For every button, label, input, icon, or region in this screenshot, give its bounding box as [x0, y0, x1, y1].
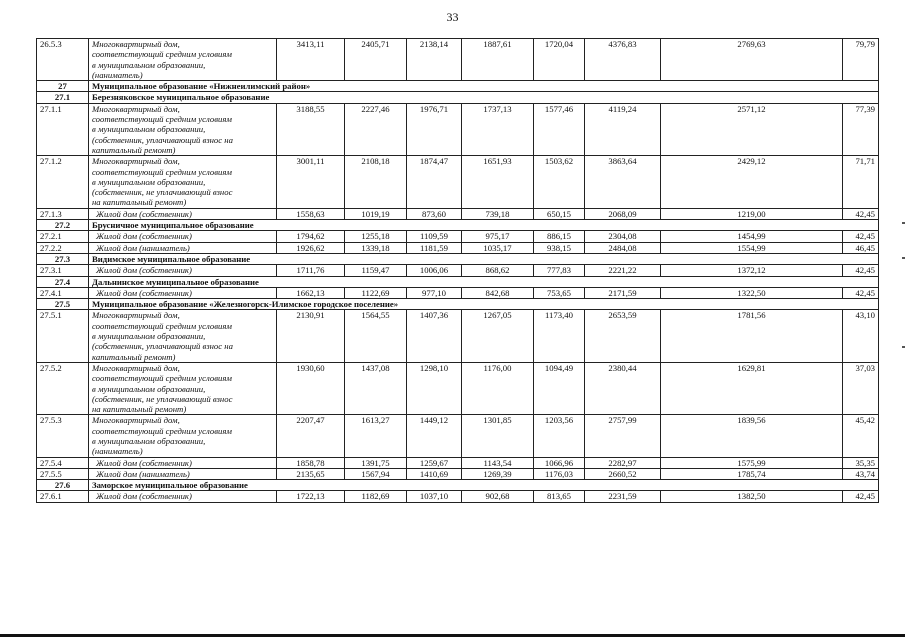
value-cell: 1567,94 — [345, 468, 407, 479]
section-title: Дальнинское муниципальное образование — [89, 276, 879, 287]
row-code: 27.6.1 — [37, 491, 89, 502]
value-cell: 2282,97 — [585, 457, 661, 468]
value-cell: 1322,50 — [661, 287, 843, 298]
table-row — [37, 231, 879, 242]
row-description — [89, 208, 277, 219]
description-line: (наниматель) — [92, 69, 143, 80]
description-line: Жилой дом (собственник) — [96, 457, 192, 468]
value-cell: 2769,63 — [661, 39, 843, 81]
value-cell: 1564,55 — [345, 310, 407, 362]
value-cell: 1255,18 — [345, 231, 407, 242]
description-line: соответствующий средним условиям — [92, 373, 232, 384]
value-cell: 2231,59 — [585, 491, 661, 502]
section-title: Заморское муниципальное образование — [89, 480, 879, 491]
value-cell: 1558,63 — [277, 208, 345, 219]
section-row — [37, 480, 879, 491]
row-description — [89, 287, 277, 298]
value-cell: 2135,65 — [277, 468, 345, 479]
tariff-table — [36, 38, 879, 503]
table-row — [37, 457, 879, 468]
description-line: на капитальный ремонт) — [92, 197, 187, 208]
description-line: в муниципальном образовании, — [92, 59, 206, 70]
value-cell: 4119,24 — [585, 103, 661, 155]
value-cell: 1035,17 — [462, 242, 534, 253]
description-line: Многоквартирный дом, — [92, 39, 180, 49]
value-cell: 1839,56 — [661, 415, 843, 457]
table-row — [37, 287, 879, 298]
value-cell: 1301,85 — [462, 415, 534, 457]
section-row — [37, 220, 879, 231]
value-cell: 35,35 — [843, 457, 879, 468]
value-cell: 2380,44 — [585, 362, 661, 414]
description-line: соответствующий средним условиям — [92, 166, 232, 177]
value-cell: 1449,12 — [407, 415, 462, 457]
section-title: Брусничное муниципальное образование — [89, 220, 879, 231]
description-line: соответствующий средним условиям — [92, 114, 232, 125]
description-line: Многоквартирный дом, — [92, 362, 180, 373]
value-cell: 1122,69 — [345, 287, 407, 298]
value-cell: 1926,62 — [277, 242, 345, 253]
row-code: 27.5.5 — [37, 468, 89, 479]
value-cell: 79,79 — [843, 39, 879, 81]
row-code: 27.5.1 — [37, 310, 89, 362]
value-cell: 43,74 — [843, 468, 879, 479]
description-line: в муниципальном образовании, — [92, 124, 206, 135]
table-body — [37, 39, 879, 503]
section-title: Муниципальное образование «Железногорск-Илимское городское поселение» — [89, 299, 879, 310]
value-cell: 2304,08 — [585, 231, 661, 242]
row-description — [89, 103, 277, 155]
value-cell: 2405,71 — [345, 39, 407, 81]
description-line: соответствующий средним условиям — [92, 320, 232, 331]
row-code: 27.2.2 — [37, 242, 89, 253]
value-cell: 2171,59 — [585, 287, 661, 298]
value-cell: 1737,13 — [462, 103, 534, 155]
description-line: Жилой дом (собственник) — [96, 491, 192, 502]
value-cell: 2484,08 — [585, 242, 661, 253]
value-cell: 1711,76 — [277, 265, 345, 276]
value-cell: 42,45 — [843, 287, 879, 298]
description-line: в муниципальном образовании, — [92, 331, 206, 342]
value-cell: 1094,49 — [534, 362, 585, 414]
description-line: Жилой дом (собственник) — [96, 231, 192, 242]
value-cell: 2221,22 — [585, 265, 661, 276]
table-row — [37, 103, 879, 155]
description-line: капитальный ремонт) — [92, 351, 176, 362]
value-cell: 977,10 — [407, 287, 462, 298]
value-cell: 3188,55 — [277, 103, 345, 155]
table-row — [37, 39, 879, 81]
description-line: в муниципальном образовании, — [92, 435, 206, 446]
value-cell: 1182,69 — [345, 491, 407, 502]
description-line: Многоквартирный дом, — [92, 156, 180, 167]
value-cell: 3413,11 — [277, 39, 345, 81]
section-row — [37, 81, 879, 92]
value-cell: 42,45 — [843, 208, 879, 219]
description-line: Многоквартирный дом, — [92, 103, 180, 114]
value-cell: 777,83 — [534, 265, 585, 276]
value-cell: 2429,12 — [661, 156, 843, 208]
value-cell: 902,68 — [462, 491, 534, 502]
value-cell: 1720,04 — [534, 39, 585, 81]
row-code: 27.4 — [37, 276, 89, 287]
value-cell: 1176,00 — [462, 362, 534, 414]
row-code: 27.4.1 — [37, 287, 89, 298]
description-line: (собственник, не уплачивающий взнос — [92, 187, 233, 198]
value-cell: 1874,47 — [407, 156, 462, 208]
section-title: Березняковское муниципальное образование — [89, 92, 879, 103]
description-line: соответствующий средним условиям — [92, 425, 232, 436]
value-cell: 1143,54 — [462, 457, 534, 468]
table-row — [37, 415, 879, 457]
value-cell: 1372,12 — [661, 265, 843, 276]
value-cell: 1454,99 — [661, 231, 843, 242]
value-cell: 650,15 — [534, 208, 585, 219]
value-cell: 1781,56 — [661, 310, 843, 362]
row-code: 27.3 — [37, 253, 89, 264]
row-code: 27.5.2 — [37, 362, 89, 414]
value-cell: 2227,46 — [345, 103, 407, 155]
table-row — [37, 310, 879, 362]
value-cell: 1976,71 — [407, 103, 462, 155]
description-line: соответствующий средним условиям — [92, 49, 232, 60]
value-cell: 1267,05 — [462, 310, 534, 362]
value-cell: 938,15 — [534, 242, 585, 253]
value-cell: 2130,91 — [277, 310, 345, 362]
row-code: 27 — [37, 81, 89, 92]
table-row — [37, 242, 879, 253]
row-description — [89, 231, 277, 242]
value-cell: 37,03 — [843, 362, 879, 414]
value-cell: 42,45 — [843, 265, 879, 276]
value-cell: 1203,56 — [534, 415, 585, 457]
value-cell: 2571,12 — [661, 103, 843, 155]
row-code: 27.1.2 — [37, 156, 89, 208]
value-cell: 1298,10 — [407, 362, 462, 414]
table-row — [37, 156, 879, 208]
section-row — [37, 299, 879, 310]
value-cell: 42,45 — [843, 491, 879, 502]
row-description — [89, 457, 277, 468]
description-line: (собственник, не уплачивающий взнос — [92, 393, 233, 404]
value-cell: 46,45 — [843, 242, 879, 253]
row-description — [89, 242, 277, 253]
row-code: 27.5.3 — [37, 415, 89, 457]
row-code: 27.1.1 — [37, 103, 89, 155]
section-row — [37, 276, 879, 287]
description-line: в муниципальном образовании, — [92, 176, 206, 187]
value-cell: 1503,62 — [534, 156, 585, 208]
description-line: (собственник, уплачивающий взнос на — [92, 341, 233, 352]
description-line: Жилой дом (наниматель) — [96, 468, 190, 479]
value-cell: 1259,67 — [407, 457, 462, 468]
value-cell: 1613,27 — [345, 415, 407, 457]
value-cell: 1176,03 — [534, 468, 585, 479]
row-description — [89, 362, 277, 414]
value-cell: 2138,14 — [407, 39, 462, 81]
value-cell: 1391,75 — [345, 457, 407, 468]
row-code: 27.5 — [37, 299, 89, 310]
value-cell: 1219,00 — [661, 208, 843, 219]
value-cell: 42,45 — [843, 231, 879, 242]
value-cell: 753,65 — [534, 287, 585, 298]
row-code: 27.1.3 — [37, 208, 89, 219]
value-cell: 45,42 — [843, 415, 879, 457]
value-cell: 1858,78 — [277, 457, 345, 468]
value-cell: 1407,36 — [407, 310, 462, 362]
value-cell: 2653,59 — [585, 310, 661, 362]
value-cell: 77,39 — [843, 103, 879, 155]
value-cell: 2660,52 — [585, 468, 661, 479]
value-cell: 739,18 — [462, 208, 534, 219]
row-code: 27.1 — [37, 92, 89, 103]
description-line: Жилой дом (собственник) — [96, 265, 192, 276]
description-line: на капитальный ремонт) — [92, 404, 187, 415]
value-cell: 1930,60 — [277, 362, 345, 414]
value-cell: 1006,06 — [407, 265, 462, 276]
description-line: Жилой дом (собственник) — [96, 287, 192, 298]
table-row — [37, 491, 879, 502]
value-cell: 1159,47 — [345, 265, 407, 276]
row-code: 27.2.1 — [37, 231, 89, 242]
value-cell: 1269,39 — [462, 468, 534, 479]
section-row — [37, 92, 879, 103]
description-line: капитальный ремонт) — [92, 144, 176, 155]
description-line: Многоквартирный дом, — [92, 415, 180, 426]
value-cell: 1382,50 — [661, 491, 843, 502]
description-line: (собственник, уплачивающий взнос на — [92, 134, 233, 145]
row-description — [89, 39, 277, 81]
page-number: 33 — [446, 10, 459, 24]
value-cell: 1173,40 — [534, 310, 585, 362]
value-cell: 1437,08 — [345, 362, 407, 414]
description-line: (наниматель) — [92, 446, 143, 457]
row-description — [89, 156, 277, 208]
row-description — [89, 415, 277, 457]
value-cell: 813,65 — [534, 491, 585, 502]
value-cell: 975,17 — [462, 231, 534, 242]
value-cell: 3863,64 — [585, 156, 661, 208]
value-cell: 3001,11 — [277, 156, 345, 208]
value-cell: 868,62 — [462, 265, 534, 276]
row-code: 27.6 — [37, 480, 89, 491]
value-cell: 1037,10 — [407, 491, 462, 502]
description-line: Многоквартирный дом, — [92, 310, 180, 321]
scan-bottom-edge — [0, 634, 905, 637]
value-cell: 43,10 — [843, 310, 879, 362]
value-cell: 1651,93 — [462, 156, 534, 208]
value-cell: 1109,59 — [407, 231, 462, 242]
table-row — [37, 208, 879, 219]
value-cell: 1554,99 — [661, 242, 843, 253]
value-cell: 2108,18 — [345, 156, 407, 208]
row-code: 27.2 — [37, 220, 89, 231]
description-line: Жилой дом (собственник) — [96, 208, 192, 219]
row-description — [89, 310, 277, 362]
row-code: 27.3.1 — [37, 265, 89, 276]
value-cell: 1629,81 — [661, 362, 843, 414]
value-cell: 1066,96 — [534, 457, 585, 468]
value-cell: 1887,61 — [462, 39, 534, 81]
value-cell: 1662,13 — [277, 287, 345, 298]
value-cell: 71,71 — [843, 156, 879, 208]
section-title: Видимское муниципальное образование — [89, 253, 879, 264]
value-cell: 1410,69 — [407, 468, 462, 479]
row-code: 27.5.4 — [37, 457, 89, 468]
table-row — [37, 468, 879, 479]
value-cell: 1722,13 — [277, 491, 345, 502]
row-code: 26.5.3 — [37, 39, 89, 81]
value-cell: 1339,18 — [345, 242, 407, 253]
row-description — [89, 265, 277, 276]
value-cell: 873,60 — [407, 208, 462, 219]
value-cell: 2068,09 — [585, 208, 661, 219]
value-cell: 1575,99 — [661, 457, 843, 468]
value-cell: 2757,99 — [585, 415, 661, 457]
value-cell: 1785,74 — [661, 468, 843, 479]
description-line: в муниципальном образовании, — [92, 383, 206, 394]
description-line: Жилой дом (наниматель) — [96, 242, 190, 253]
section-title: Муниципальное образование «Нижнеилимский район» — [89, 81, 879, 92]
value-cell: 886,15 — [534, 231, 585, 242]
value-cell: 1577,46 — [534, 103, 585, 155]
value-cell: 4376,83 — [585, 39, 661, 81]
value-cell: 1019,19 — [345, 208, 407, 219]
row-description — [89, 468, 277, 479]
table-row — [37, 362, 879, 414]
value-cell: 1794,62 — [277, 231, 345, 242]
value-cell: 2207,47 — [277, 415, 345, 457]
table-row — [37, 265, 879, 276]
row-description — [89, 491, 277, 502]
section-row — [37, 253, 879, 264]
value-cell: 842,68 — [462, 287, 534, 298]
value-cell: 1181,59 — [407, 242, 462, 253]
